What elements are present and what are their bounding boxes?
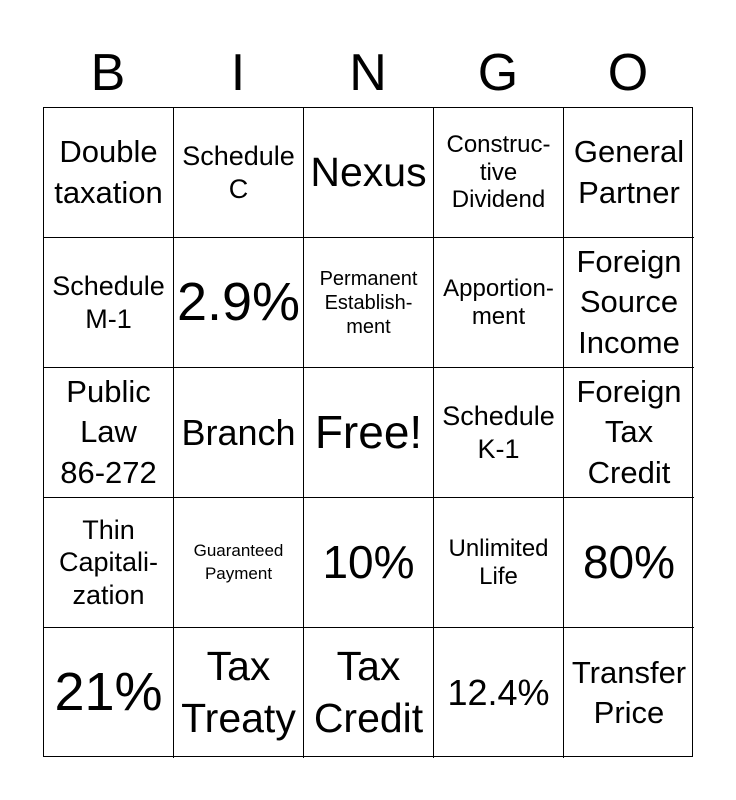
cell-text: Permanent Establish- ment [319,267,418,338]
header-letter-b: B [90,44,126,102]
bingo-cell[interactable] [304,628,434,758]
bingo-header [43,40,693,106]
free-space[interactable] [304,368,434,498]
bingo-cell[interactable] [174,238,304,368]
cell-text: Public Law 86-272 [60,374,157,490]
cell-text: 21% [54,662,163,723]
header-letter-i: I [230,44,246,102]
cell-text: Nexus [310,148,427,195]
cell-text: Guaranteed Payment [193,541,284,583]
bingo-cell[interactable] [44,498,174,628]
cell-text: 80% [582,536,676,589]
cell-text: Apportion- ment [443,274,554,330]
cell-text: Schedule C [182,141,295,204]
bingo-cell[interactable] [44,368,174,498]
bingo-cell[interactable] [304,498,434,628]
header-letter-n: N [349,44,387,102]
bingo-cell[interactable] [304,238,434,368]
bingo-cell[interactable] [174,108,304,238]
bingo-cell[interactable] [174,368,304,498]
bingo-cell[interactable] [564,238,694,368]
bingo-cell[interactable] [44,238,174,368]
bingo-cell[interactable] [434,238,564,368]
cell-text: Construc- tive Dividend [446,130,551,214]
cell-text: Branch [181,411,296,453]
cell-text: Foreign Source Income [576,244,682,360]
cell-text: Foreign Tax Credit [576,374,682,490]
bingo-cell[interactable] [434,628,564,758]
cell-text: 2.9% [176,271,301,332]
bingo-cell[interactable] [44,108,174,238]
cell-text: Unlimited Life [448,534,549,590]
cell-text: General Partner [573,134,685,210]
cell-text: Transfer Price [571,654,687,730]
bingo-cell[interactable] [44,628,174,758]
bingo-cell[interactable] [564,108,694,238]
bingo-cell[interactable] [434,368,564,498]
cell-text: Tax Credit [313,643,424,741]
header-letter-g: G [477,44,519,102]
bingo-cell[interactable] [174,628,304,758]
cell-text: Schedule K-1 [442,401,555,464]
cell-text: Tax Treaty [181,643,296,741]
cell-text: Thin Capitali- zation [58,514,159,610]
bingo-cell[interactable] [434,108,564,238]
cell-text: Double taxation [54,134,163,210]
cell-text: Schedule M-1 [52,271,165,334]
header-letter-o: O [607,44,649,102]
bingo-cell[interactable] [564,628,694,758]
cell-text: 10% [322,536,415,589]
bingo-board [43,107,693,757]
bingo-cell[interactable] [434,498,564,628]
bingo-cell[interactable] [564,368,694,498]
bingo-cell[interactable] [304,108,434,238]
cell-text: Free! [314,406,423,459]
bingo-cell[interactable] [564,498,694,628]
cell-text: 12.4% [447,672,550,714]
bingo-cell[interactable] [174,498,304,628]
